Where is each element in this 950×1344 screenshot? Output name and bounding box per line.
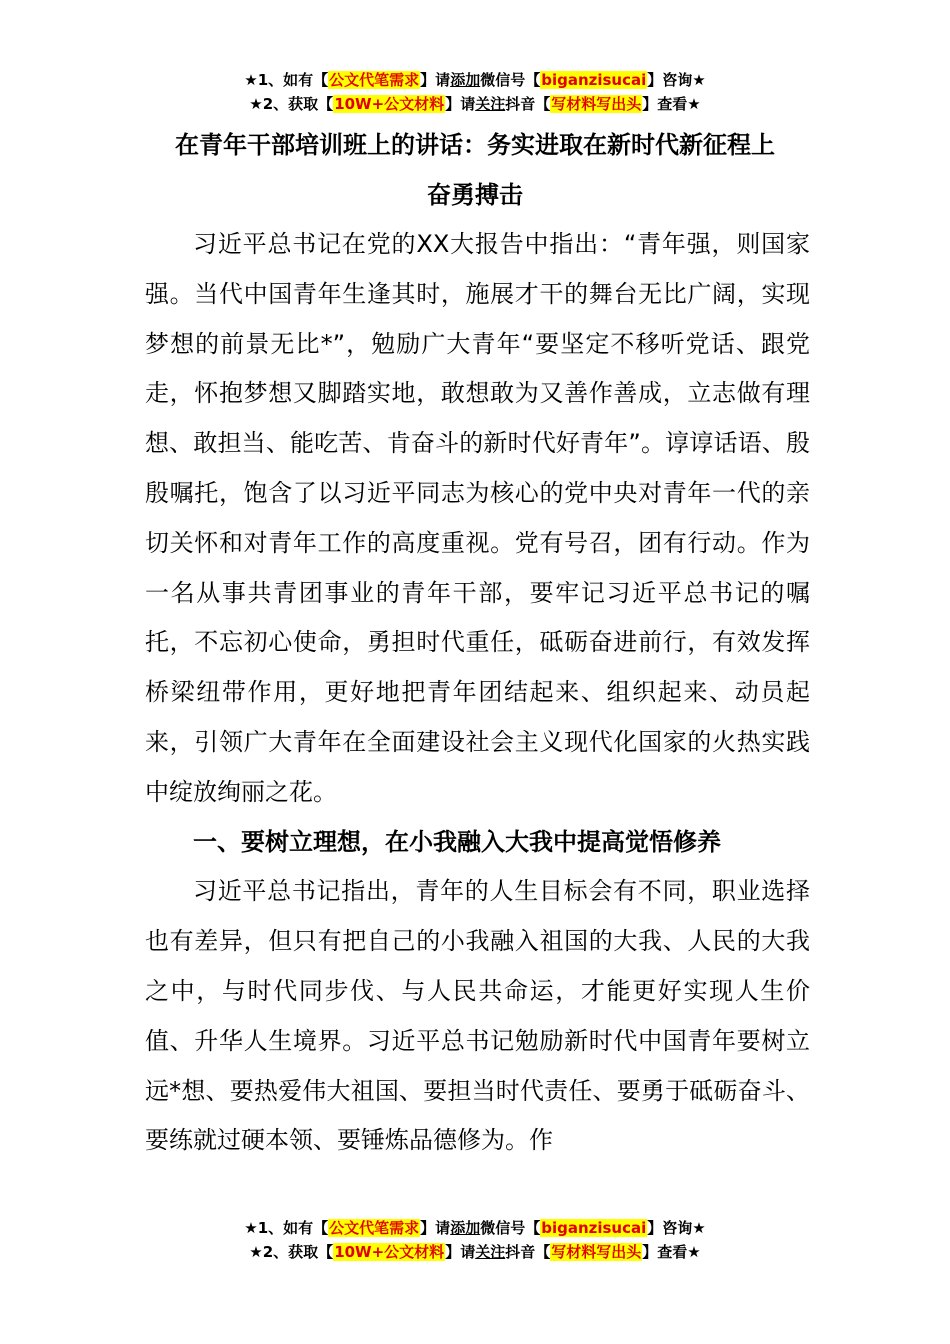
document-body (145, 220, 810, 1166)
banner-text: 】咨询★ (647, 71, 706, 89)
banner-text: 】请 (420, 71, 451, 89)
banner-line-2 (0, 1240, 950, 1264)
title-line-1: 在青年干部培训班上的讲话：务实进取在新时代新征程上 (175, 131, 775, 159)
banner-underline: 关注 (475, 1243, 506, 1261)
banner-text: 抖音【 (505, 95, 551, 113)
banner-highlight: 10W+公文材料 (334, 95, 445, 113)
banner-highlight: 写材料写出头 (551, 1243, 642, 1261)
banner-text: 】请 (445, 1243, 476, 1261)
banner-line-1 (0, 1216, 950, 1240)
banner-highlight: 10W+公文材料 (334, 1243, 445, 1261)
banner-highlight: 写材料写出头 (551, 95, 642, 113)
banner-highlight: 公文代笔需求 (329, 1219, 420, 1237)
title-line-2: 奋勇搏击 (427, 181, 523, 209)
banner-highlight: 公文代笔需求 (329, 71, 420, 89)
banner-text: 】请 (420, 1219, 451, 1237)
banner-text: ★1、如有【 (244, 1219, 329, 1237)
banner-text: 微信号【 (480, 1219, 541, 1237)
document-title (110, 120, 840, 220)
banner-line-2 (0, 92, 950, 116)
banner-underline: 添加 (450, 71, 481, 89)
banner-text: ★2、获取【 (249, 1243, 334, 1261)
footer-banner (0, 1216, 950, 1264)
banner-text: 】查看★ (642, 1243, 701, 1261)
section-heading-1: 一、要树立理想，在小我融入大我中提高觉悟修养 (193, 827, 721, 856)
banner-highlight: biganzisucai (541, 1219, 647, 1237)
header-banner (0, 68, 950, 116)
banner-text: 】查看★ (642, 95, 701, 113)
paragraph-section-1: 习近平总书记指出，青年的人生目标会有不同，职业选择也有差异，但只有把自己的小我融入祖国的大我、人民的大我之中，与时代同步伐、与人民共命运，才能更好实现人生价值、升华人生境界。习近平总书记勉励新时代中国青年要树立远*想、要热爱伟大祖国、要担当时代责任、要勇于砥砺奋斗、要练就过硬本领、要锤炼品德修为。作 (145, 877, 810, 1155)
banner-text: 】请 (445, 95, 476, 113)
banner-text: ★1、如有【 (244, 71, 329, 89)
banner-line-1 (0, 68, 950, 92)
banner-text: 微信号【 (480, 71, 541, 89)
banner-underline: 添加 (450, 1219, 481, 1237)
banner-highlight: biganzisucai (541, 71, 647, 89)
banner-underline: 关注 (475, 95, 506, 113)
banner-text: ★2、获取【 (249, 95, 334, 113)
banner-text: 抖音【 (505, 1243, 551, 1261)
paragraph-intro: 习近平总书记在党的XX大报告中指出：“青年强，则国家强。当代中国青年生逢其时，施展才干的舞台无比广阔，实现梦想的前景无比*”，勉励广大青年“要坚定不移听党话、跟党走，怀抱梦想又脚踏实地，敢想敢为又善作善成，立志做有理想、敢担当、能吃苦、肯奋斗的新时代好青年”。谆谆话语、殷殷嘱托，饱含了以习近平同志为核心的党中央对青年一代的亲切关怀和对青年工作的高度重视。党有号召，团有行动。作为一名从事共青团事业的青年干部，要牢记习近平总书记的嘱托，不忘初心使命，勇担时代重任，砥砺奋进前行，有效发挥桥梁纽带作用，更好地把青年团结起来、组织起来、动员起来，引领广大青年在全面建设社会主义现代化国家的火热实践中绽放绚丽之花。 (145, 230, 810, 806)
banner-text: 】咨询★ (647, 1219, 706, 1237)
